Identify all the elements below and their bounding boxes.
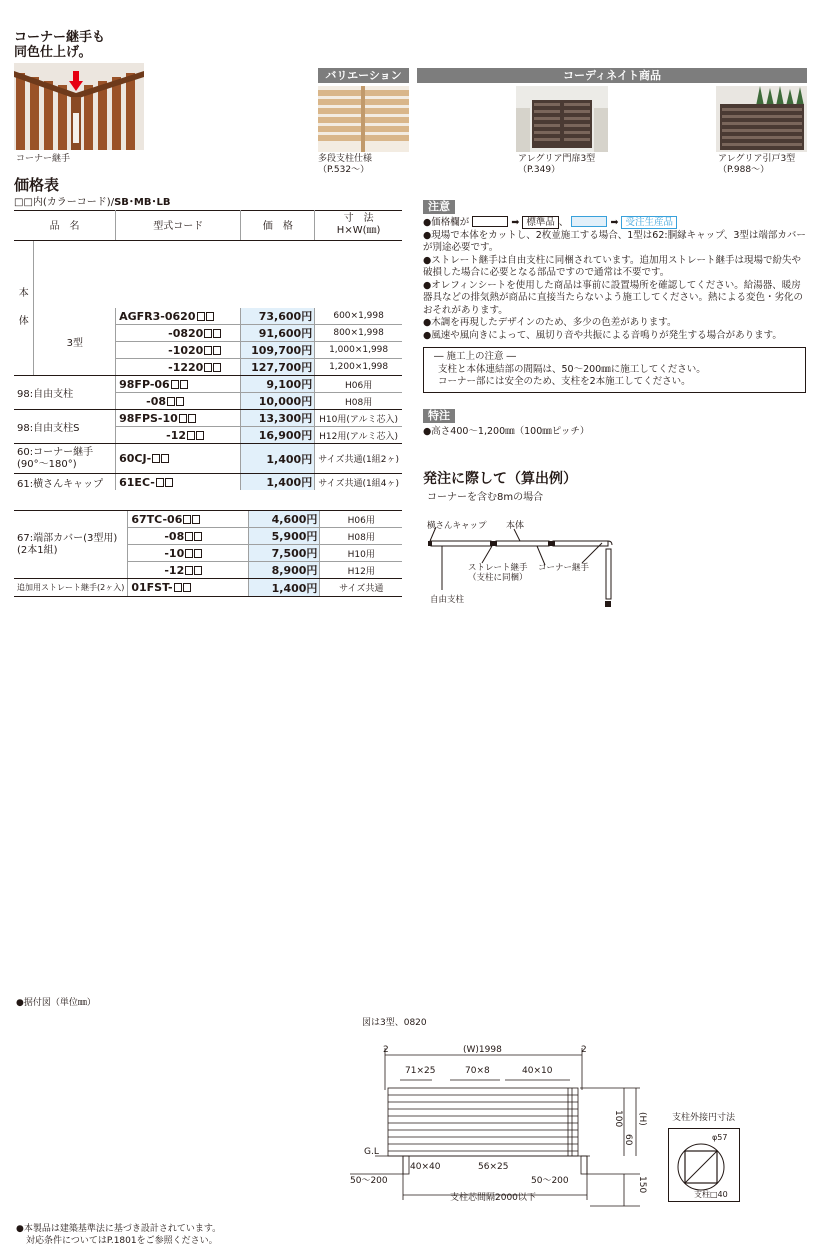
table-row bbox=[14, 511, 402, 528]
color-box bbox=[192, 515, 200, 524]
size-cell: 800×1,998 bbox=[315, 325, 402, 342]
gate-photo bbox=[516, 86, 608, 152]
order-label-body: 本体 bbox=[506, 521, 525, 531]
install-note: 図は3型、0820 bbox=[362, 1018, 427, 1028]
table-row bbox=[14, 410, 402, 427]
blue-box bbox=[571, 216, 607, 227]
circle-post: 支柱□40 bbox=[694, 1190, 728, 1199]
order-label-straight bbox=[468, 563, 528, 583]
header-code: 型式コード bbox=[116, 210, 241, 240]
variation-caption-2: （P.532～） bbox=[318, 165, 370, 175]
model-code bbox=[116, 342, 241, 359]
color-box bbox=[204, 329, 212, 338]
model-code bbox=[116, 393, 241, 410]
color-box bbox=[185, 549, 193, 558]
color-box bbox=[176, 397, 184, 406]
spec-label: 特注 bbox=[423, 409, 455, 423]
corner-heading bbox=[14, 30, 105, 60]
model-code-text: -08 bbox=[146, 394, 166, 408]
price-cell: 109,700円 bbox=[241, 342, 315, 359]
notes-price-legend: ●価格欄が ➡ 標準品 、 ➡ 受注生産品 bbox=[423, 216, 808, 230]
construction-line: 支柱と本体連結部の間隔は、50～200㎜に施工してください。 bbox=[438, 363, 706, 375]
price-cell: 4,600円 bbox=[248, 511, 320, 528]
size-cell: 600×1,998 bbox=[315, 308, 402, 325]
notes-label: 注意 bbox=[423, 200, 455, 214]
dim-h: (H) bbox=[637, 1112, 647, 1126]
size-cell: 1,200×1,998 bbox=[315, 359, 402, 376]
footer-line-1: ●本製品は建築基準法に基づき設計されています。 bbox=[16, 1224, 222, 1234]
model-code bbox=[116, 444, 241, 474]
color-box bbox=[167, 397, 175, 406]
price-cell: 73,600円 bbox=[241, 308, 315, 325]
post-name: 98:自由支柱 bbox=[14, 376, 116, 410]
model-code bbox=[116, 325, 241, 342]
color-box bbox=[156, 478, 164, 487]
construction-note-box bbox=[423, 347, 806, 393]
variation-caption-1: 多段支柱仕様 bbox=[318, 154, 373, 164]
color-box bbox=[183, 515, 191, 524]
spec-item: ●高さ400～1,200㎜（100㎜ピッチ） bbox=[423, 426, 590, 437]
price-table-header bbox=[14, 210, 402, 240]
color-box bbox=[152, 454, 160, 463]
spec-section bbox=[423, 404, 589, 439]
model-code-text: AGFR3-0620 bbox=[119, 309, 196, 323]
sliding-gate-caption bbox=[718, 154, 795, 176]
model-code bbox=[116, 410, 241, 427]
color-note-label: □□内(カラーコード)/ bbox=[14, 197, 115, 208]
order-label-straight-1: ストレート継手 bbox=[468, 563, 528, 573]
model-code-text: -1220 bbox=[168, 360, 204, 374]
size-cell: H08用 bbox=[320, 528, 402, 545]
body-label-1: 本 bbox=[18, 287, 29, 299]
corner-caption: コーナー継手 bbox=[16, 154, 71, 164]
model-code bbox=[128, 528, 249, 545]
model-code-text: -0820 bbox=[168, 326, 204, 340]
model-code-text: -12 bbox=[164, 563, 185, 577]
note-item: ●風速や風向きによって、風切り音や共振による音鳴りが発生する場合があります。 bbox=[423, 329, 782, 341]
model-code-text: -1020 bbox=[168, 343, 204, 357]
dim-range-right: 50～200 bbox=[531, 1176, 569, 1186]
dim-h60: 60 bbox=[623, 1134, 633, 1146]
size-cell: H12用 bbox=[320, 562, 402, 579]
color-box bbox=[213, 363, 221, 372]
size-cell: サイズ共通(1組4ヶ) bbox=[315, 474, 402, 491]
color-note bbox=[14, 197, 170, 209]
price-cell: 91,600円 bbox=[241, 325, 315, 342]
note-item: ●現場で本体をカットし、2枚並施工する場合、1型は62:胴縁キャップ、3型は端部カバーが別途必要です。 bbox=[423, 229, 806, 253]
sliding-gate-photo bbox=[716, 86, 807, 152]
dim-width: (W)1998 bbox=[463, 1045, 502, 1055]
arrow-right-icon: ➡ bbox=[511, 217, 520, 228]
post-s-name: 98:自由支柱S bbox=[14, 410, 116, 444]
color-box bbox=[204, 346, 212, 355]
header-name: 品 名 bbox=[14, 210, 116, 240]
color-box bbox=[185, 566, 193, 575]
color-box bbox=[174, 583, 182, 592]
price-cell: 1,400円 bbox=[248, 579, 320, 597]
header-price: 価 格 bbox=[241, 210, 315, 240]
notes-legend-prefix: ●価格欄が bbox=[423, 217, 470, 228]
table-row bbox=[14, 474, 402, 491]
coordinate-banner: コーディネイト商品 bbox=[417, 68, 807, 83]
gate-caption bbox=[518, 154, 595, 176]
size-cell: H12用(アルミ芯入) bbox=[315, 427, 402, 444]
color-codes: SB･MB･LB bbox=[114, 197, 171, 208]
color-box bbox=[196, 431, 204, 440]
corner-joint-name bbox=[14, 444, 116, 474]
table-row bbox=[14, 376, 402, 393]
price-table bbox=[14, 210, 402, 490]
model-code bbox=[128, 579, 249, 597]
gate-caption-name: アレグリア門扉3型 bbox=[518, 154, 596, 164]
body-image-row bbox=[14, 240, 402, 308]
type-label: 3型 bbox=[34, 308, 116, 376]
color-box bbox=[194, 532, 202, 541]
order-label-cap: 横さんキャップ bbox=[427, 521, 487, 531]
construction-line: コーナー部には安全のため、支柱を2本施工してください。 bbox=[438, 376, 691, 387]
price-cell: 7,500円 bbox=[248, 545, 320, 562]
size-cell: H06用 bbox=[315, 376, 402, 393]
straight-joint-name: 追加用ストレート継手(2ヶ入) bbox=[14, 579, 128, 597]
price-title: 価格表 bbox=[14, 176, 60, 194]
color-box bbox=[183, 583, 191, 592]
note-item: ●ストレート継手は自由支柱に同梱されています。追加用ストレート継手は現場で紛失や破損した場合に必要となる部品ですので通常は不要です。 bbox=[423, 254, 802, 278]
size-cell: H10用(アルミ芯入) bbox=[315, 410, 402, 427]
model-code-text: 98FP-06 bbox=[119, 377, 170, 391]
gate-caption-page: （P.349） bbox=[518, 165, 561, 175]
model-code-text: 61EC- bbox=[119, 475, 155, 489]
dim-pitch: 支柱芯間隔2000以下 bbox=[450, 1193, 536, 1203]
color-box bbox=[179, 414, 187, 423]
color-box bbox=[213, 329, 221, 338]
dim-slat-3: 40×10 bbox=[522, 1066, 553, 1076]
price-cell: 1,400円 bbox=[241, 444, 315, 474]
table-row bbox=[14, 308, 402, 325]
dim-bottom: 56×25 bbox=[478, 1162, 509, 1172]
color-box bbox=[194, 549, 202, 558]
variation-banner: バリエーション bbox=[318, 68, 409, 83]
order-label-corner: コーナー継手 bbox=[538, 563, 590, 573]
sliding-gate-caption-name: アレグリア引戸3型 bbox=[718, 154, 796, 164]
color-box bbox=[188, 414, 196, 423]
dim-depth: 150 bbox=[637, 1176, 647, 1194]
white-box bbox=[472, 216, 508, 227]
construction-title: ― 施工上の注意 ― bbox=[434, 351, 517, 362]
size-cell: 1,000×1,998 bbox=[315, 342, 402, 359]
arrow-right-icon: ➡ bbox=[610, 217, 619, 228]
price-cell: 16,900円 bbox=[241, 427, 315, 444]
model-code-text: 01FST- bbox=[131, 581, 173, 594]
color-box bbox=[197, 312, 205, 321]
color-box bbox=[171, 380, 179, 389]
color-box bbox=[187, 431, 195, 440]
dim-slat-2: 70×8 bbox=[465, 1066, 490, 1076]
sliding-gate-caption-page: （P.988～） bbox=[718, 165, 770, 175]
color-box bbox=[206, 312, 214, 321]
price-table-2 bbox=[14, 511, 402, 597]
color-box bbox=[194, 566, 202, 575]
notes-section bbox=[423, 195, 808, 342]
order-label-post: 自由支柱 bbox=[430, 595, 465, 605]
corner-joint-photo bbox=[14, 63, 144, 150]
corner-joint-name-1: 60:コーナー継手 bbox=[17, 446, 94, 458]
install-title: ●据付図（単位㎜） bbox=[16, 998, 96, 1008]
color-box bbox=[213, 346, 221, 355]
model-code bbox=[116, 308, 241, 325]
model-code bbox=[128, 562, 249, 579]
dim-range-left: 50～200 bbox=[350, 1176, 388, 1186]
model-code-text: 98FPS-10 bbox=[119, 411, 178, 425]
color-box bbox=[204, 363, 212, 372]
model-code-text: -08 bbox=[164, 529, 185, 543]
variation-photo bbox=[318, 86, 409, 152]
model-code bbox=[116, 376, 241, 393]
price-cell: 13,300円 bbox=[241, 410, 315, 427]
color-box bbox=[185, 532, 193, 541]
dim-h100: 100 bbox=[613, 1110, 623, 1128]
table-row bbox=[14, 579, 402, 597]
size-cell: サイズ共通(1組2ヶ) bbox=[315, 444, 402, 474]
color-box bbox=[161, 454, 169, 463]
order-title: 発注に際して（算出例） bbox=[423, 471, 577, 487]
order-label-straight-2: （支柱に同梱） bbox=[468, 573, 528, 583]
price-cell: 127,700円 bbox=[241, 359, 315, 376]
note-item: ●オレフィンシートを使用した商品は事前に設置場所を確認してください。給湯器、暖房器具などの排気熱が商品に直接当たらないよう施工してください。熱による変色・劣化のおそれがあります。 bbox=[423, 279, 804, 316]
circle-title: 支柱外接円寸法 bbox=[672, 1113, 736, 1123]
model-code bbox=[128, 511, 249, 528]
corner-joint-name-2: (90°～180°) bbox=[17, 458, 77, 470]
body-label bbox=[14, 240, 34, 376]
corner-heading-line1: コーナー継手も bbox=[14, 30, 106, 45]
model-code-text: 60CJ- bbox=[119, 452, 152, 465]
model-code bbox=[116, 359, 241, 376]
end-cover-name bbox=[14, 511, 128, 579]
header-size-unit: H×W(㎜) bbox=[336, 224, 381, 236]
cap-name: 61:横さんキャップ bbox=[17, 478, 104, 490]
end-cover-name-2: (2本1組) bbox=[17, 544, 58, 556]
color-box bbox=[180, 380, 188, 389]
price-cell: 8,900円 bbox=[248, 562, 320, 579]
price-cell: 9,100円 bbox=[241, 376, 315, 393]
dim-post: 40×40 bbox=[410, 1162, 441, 1172]
size-cell: H06用 bbox=[320, 511, 402, 528]
dim-slat-1: 71×25 bbox=[405, 1066, 436, 1076]
body-image-cell bbox=[34, 240, 402, 308]
color-box bbox=[165, 478, 173, 487]
footer-line-2: 対応条件についてはP.1801をご参照ください。 bbox=[26, 1236, 218, 1246]
variation-caption bbox=[318, 154, 372, 176]
model-code bbox=[128, 545, 249, 562]
dim-gl: G.L bbox=[364, 1147, 379, 1157]
body-label-2: 体 bbox=[18, 315, 29, 327]
corner-heading-line2: 同色仕上げ。 bbox=[14, 45, 92, 60]
model-code bbox=[116, 427, 241, 444]
dim-left-gap: 2 bbox=[383, 1045, 389, 1055]
end-cover-name-1: 67:端部カバー(3型用) bbox=[17, 532, 118, 544]
model-code bbox=[116, 474, 241, 491]
model-code-text: 67TC-06 bbox=[131, 512, 183, 526]
price-cell: 10,000円 bbox=[241, 393, 315, 410]
note-item: ●木調を再現したデザインのため、多少の色差があります。 bbox=[423, 317, 677, 328]
header-size-label: 寸 法 bbox=[343, 212, 374, 224]
price-cell: 5,900円 bbox=[248, 528, 320, 545]
standard-tag: 標準品 bbox=[522, 216, 559, 229]
order-subtitle: コーナーを含む8mの場合 bbox=[427, 492, 544, 503]
size-cell: H08用 bbox=[315, 393, 402, 410]
model-code-text: -12 bbox=[166, 428, 186, 442]
model-code-text: -10 bbox=[164, 546, 185, 560]
price-cell: 1,400円 bbox=[241, 474, 315, 491]
table-row bbox=[14, 444, 402, 474]
size-cell: サイズ共通 bbox=[320, 579, 402, 597]
order-tag: 受注生産品 bbox=[621, 216, 677, 229]
size-cell: H10用 bbox=[320, 545, 402, 562]
circle-dia: φ57 bbox=[712, 1133, 728, 1142]
dim-right-gap: 2 bbox=[581, 1045, 587, 1055]
header-size bbox=[315, 210, 402, 240]
